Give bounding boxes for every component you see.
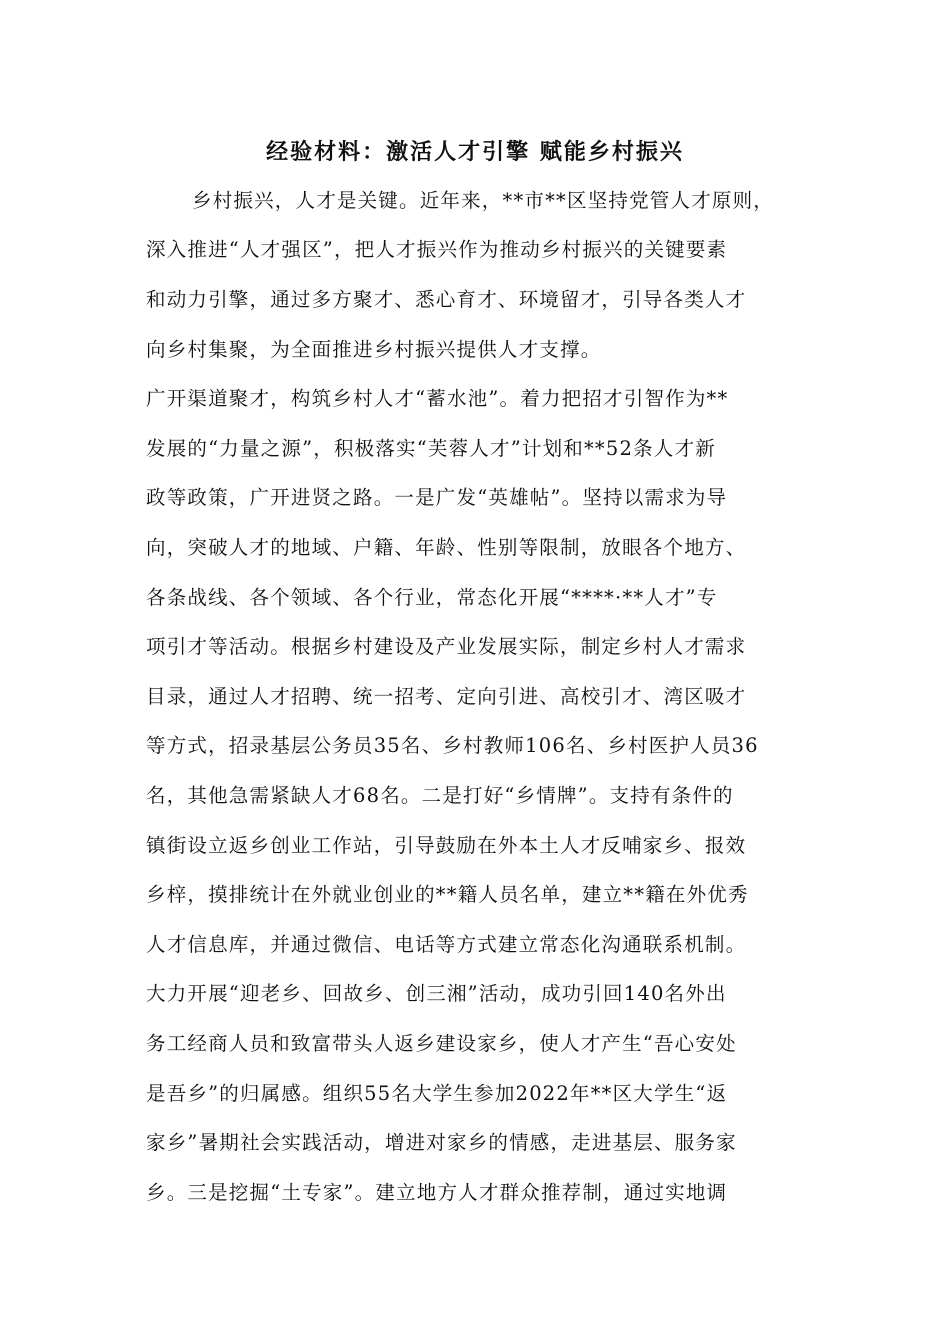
- paragraph-line: 向，突破人才的地域、户籍、年龄、性别等限制，放眼各个地方、: [146, 536, 747, 559]
- paragraph-line: 是吾乡”的归属感。组织55名大学生参加2022年**区大学生“返: [146, 1082, 728, 1105]
- paragraph-line: 项引才等活动。根据乡村建设及产业发展实际，制定乡村人才需求: [146, 635, 747, 658]
- paragraph-line: 政等政策，广开进贤之路。一是广发“英雄帖”。坚持以需求为导: [146, 486, 728, 509]
- paragraph-line: 各条战线、各个领域、各个行业，常态化开展“****·**人才”专: [146, 586, 718, 609]
- paragraph-line: 乡村振兴，人才是关键。近年来，**市**区坚持党管人才原则，: [192, 189, 775, 212]
- paragraph-line: 大力开展“迎老乡、回故乡、创三湘”活动，成功引回140名外出: [146, 982, 727, 1005]
- paragraph-line: 目录，通过人才招聘、统一招考、定向引进、高校引才、湾区吸才: [146, 685, 747, 708]
- paragraph-line: 名，其他急需紧缺人才68名。二是打好“乡情牌”。支持有条件的: [146, 784, 734, 807]
- paragraph-line: 人才信息库，并通过微信、电话等方式建立常态化沟通联系机制。: [146, 933, 747, 956]
- paragraph-line: 和动力引擎，通过多方聚才、悉心育才、环境留才，引导各类人才: [146, 288, 747, 311]
- paragraph-line: 广开渠道聚才，构筑乡村人才“蓄水池”。着力把招才引智作为**: [146, 387, 729, 410]
- paragraph-line: 等方式，招录基层公务员35名、乡村教师106名、乡村医护人员36: [146, 734, 759, 757]
- paragraph-line: 乡。三是挖掘“土专家”。建立地方人才群众推荐制，通过实地调: [146, 1181, 728, 1204]
- document-title: 经验材料：激活人才引擎 赋能乡村振兴: [266, 139, 684, 165]
- paragraph-line: 镇街设立返乡创业工作站，引导鼓励在外本土人才反哺家乡、报效: [146, 834, 747, 857]
- paragraph-line: 家乡”暑期社会实践活动，增进对家乡的情感，走进基层、服务家: [146, 1131, 737, 1154]
- paragraph-line: 乡梓，摸排统计在外就业创业的**籍人员名单，建立**籍在外优秀: [146, 883, 749, 906]
- paragraph-line: 深入推进“人才强区”，把人才振兴作为推动乡村振兴的关键要素: [146, 238, 728, 261]
- paragraph-line: 务工经商人员和致富带头人返乡建设家乡，使人才产生“吾心安处: [146, 1032, 737, 1055]
- paragraph-line: 发展的“力量之源”，积极落实“芙蓉人才”计划和**52条人才新: [146, 437, 716, 460]
- paragraph-line: 向乡村集聚，为全面推进乡村振兴提供人才支撑。: [146, 338, 602, 361]
